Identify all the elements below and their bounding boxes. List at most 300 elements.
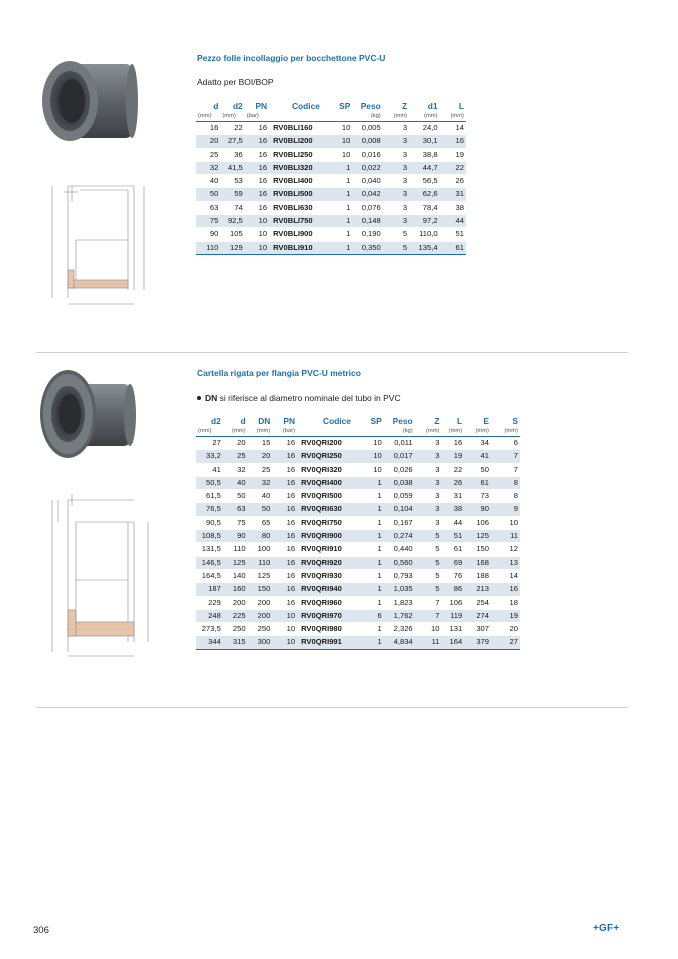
table-cell: 10 <box>272 636 297 649</box>
table-cell: 15 <box>248 437 273 450</box>
table-cell: 307 <box>464 623 491 636</box>
table-cell: 20 <box>248 450 273 463</box>
table-cell: 10 <box>328 135 352 148</box>
table-cell: 25 <box>196 148 220 161</box>
table-row <box>196 241 466 254</box>
col-header: d1 <box>427 101 438 111</box>
product-code: RV0BLI400 <box>269 175 328 188</box>
table-cell: 1 <box>359 503 384 516</box>
table-cell: 300 <box>248 636 273 649</box>
table-cell: 40 <box>196 175 220 188</box>
unit-label: (kg) <box>384 427 415 437</box>
table-cell: 34 <box>464 437 491 450</box>
table-cell: 16 <box>245 201 269 214</box>
table-cell: 0,167 <box>384 516 415 529</box>
col-header: Peso <box>360 101 381 111</box>
section-subtitle: Adatto per BOI/BOP <box>197 77 274 87</box>
table-cell: 5 <box>415 556 442 569</box>
unit-label: (mm) <box>464 427 491 437</box>
table-cell: 0,148 <box>352 215 382 228</box>
table-row <box>196 463 520 476</box>
table-cell: 0,022 <box>352 161 382 174</box>
table-cell: 2,326 <box>384 623 415 636</box>
table-cell: 16 <box>440 135 466 148</box>
table-cell: 10 <box>359 450 384 463</box>
table-cell: 188 <box>464 569 491 582</box>
table-cell: 38 <box>440 201 466 214</box>
table-cell: 16 <box>245 188 269 201</box>
table-cell: 78,4 <box>409 201 439 214</box>
table-cell: 3 <box>383 188 409 201</box>
unit-label: (mm) <box>409 112 439 122</box>
table-cell: 6 <box>491 437 520 450</box>
product-code: RV0QRI250 <box>297 450 359 463</box>
table-cell: 31 <box>441 490 464 503</box>
table-cell: 50 <box>196 188 220 201</box>
table-cell: 11 <box>415 636 442 649</box>
table-cell: 0,190 <box>352 228 382 241</box>
table-cell: 229 <box>196 596 223 609</box>
col-header: E <box>483 416 489 426</box>
table-cell: 12 <box>491 543 520 556</box>
product-code: RV0QRI970 <box>297 609 359 622</box>
col-header: L <box>457 416 463 426</box>
col-header: Z <box>434 416 440 426</box>
table-cell: 250 <box>223 623 248 636</box>
table-cell: 73 <box>464 490 491 503</box>
unit-label <box>359 427 384 437</box>
table-cell: 10 <box>359 437 384 450</box>
table-cell: 44 <box>440 215 466 228</box>
table-cell: 41 <box>196 463 223 476</box>
unit-label: (mm) <box>220 112 244 122</box>
unit-label: (kg) <box>352 112 382 122</box>
product-code: RV0QRI900 <box>297 530 359 543</box>
unit-row <box>196 112 466 122</box>
unit-label: (mm) <box>196 112 220 122</box>
table-cell: 1 <box>328 161 352 174</box>
table-row <box>196 516 520 529</box>
table-cell: 36 <box>220 148 244 161</box>
table-row <box>196 437 520 450</box>
table-cell: 16 <box>272 476 297 489</box>
table-cell: 40 <box>248 490 273 503</box>
table-cell: 16 <box>272 516 297 529</box>
table-cell: 16 <box>272 583 297 596</box>
flange-adaptor-drawing <box>44 492 164 662</box>
table-cell: 1 <box>359 596 384 609</box>
table-cell: 140 <box>223 569 248 582</box>
table-cell: 10 <box>415 623 442 636</box>
table-cell: 3 <box>383 175 409 188</box>
table-cell: 1 <box>359 516 384 529</box>
table-cell: 1 <box>359 543 384 556</box>
table-cell: 131 <box>441 623 464 636</box>
col-header: SP <box>370 416 382 426</box>
product-code: RV0QRI630 <box>297 503 359 516</box>
table-cell: 3 <box>415 490 442 503</box>
unit-label: (bar) <box>245 112 269 122</box>
unit-label: (mm) <box>491 427 520 437</box>
table-cell: 69 <box>441 556 464 569</box>
col-header: PN <box>283 416 296 426</box>
table-cell: 10 <box>491 516 520 529</box>
product-code: RV0BLI160 <box>269 122 328 135</box>
union-bush-photo <box>36 50 138 150</box>
table-cell: 27 <box>491 636 520 649</box>
table-cell: 187 <box>196 583 223 596</box>
table-row <box>196 148 466 161</box>
table-cell: 1 <box>359 583 384 596</box>
table-cell: 110,0 <box>409 228 439 241</box>
table-cell: 1 <box>328 228 352 241</box>
table-cell: 3 <box>383 148 409 161</box>
table-cell: 53 <box>220 175 244 188</box>
product-code: RV0QRI320 <box>297 463 359 476</box>
product-code: RV0QRI960 <box>297 596 359 609</box>
table-cell: 0,005 <box>352 122 382 135</box>
table-cell: 0,350 <box>352 241 382 254</box>
table-cell: 80 <box>248 530 273 543</box>
table-cell: 33,2 <box>196 450 223 463</box>
table-cell: 3 <box>383 135 409 148</box>
table-cell: 59 <box>220 188 244 201</box>
table-cell: 1 <box>328 241 352 254</box>
product-code: RV0BLI320 <box>269 161 328 174</box>
table-cell: 7 <box>415 596 442 609</box>
unit-label: (mm) <box>383 112 409 122</box>
table-cell: 3 <box>383 201 409 214</box>
table-cell: 92,5 <box>220 215 244 228</box>
product-code: RV0QRI500 <box>297 490 359 503</box>
table-cell: 0,560 <box>384 556 415 569</box>
column-headers <box>196 416 520 427</box>
table-cell: 0,011 <box>384 437 415 450</box>
section-title: Cartella rigata per flangia PVC-U metrico <box>197 368 361 378</box>
table-cell: 26 <box>441 476 464 489</box>
table-cell: 4,834 <box>384 636 415 649</box>
table-cell: 0,793 <box>384 569 415 582</box>
table-cell: 8 <box>491 476 520 489</box>
table-cell: 105 <box>220 228 244 241</box>
unit-row <box>196 427 520 437</box>
product-code: RV0BLI750 <box>269 215 328 228</box>
table-cell: 248 <box>196 609 223 622</box>
table-row <box>196 188 466 201</box>
table-cell: 110 <box>248 556 273 569</box>
table-cell: 150 <box>464 543 491 556</box>
table-cell: 1 <box>328 175 352 188</box>
table-cell: 3 <box>415 437 442 450</box>
product-code: RV0BLI910 <box>269 241 328 254</box>
table-cell: 16 <box>272 437 297 450</box>
table-cell: 44 <box>441 516 464 529</box>
table-cell: 16 <box>272 596 297 609</box>
table-cell: 1 <box>359 623 384 636</box>
table-cell: 5 <box>383 228 409 241</box>
table-cell: 1 <box>359 556 384 569</box>
table-cell: 16 <box>245 148 269 161</box>
table-cell: 8 <box>491 490 520 503</box>
table-cell: 274 <box>464 609 491 622</box>
table-row <box>196 161 466 174</box>
col-header: S <box>512 416 518 426</box>
table-cell: 65 <box>248 516 273 529</box>
product-code: RV0BLI900 <box>269 228 328 241</box>
table-cell: 76 <box>441 569 464 582</box>
unit-label <box>297 427 359 437</box>
table-cell: 0,042 <box>352 188 382 201</box>
table-cell: 63 <box>196 201 220 214</box>
unit-label <box>328 112 352 122</box>
table-cell: 90 <box>223 530 248 543</box>
table-cell: 146,5 <box>196 556 223 569</box>
table-row <box>196 135 466 148</box>
table-cell: 32 <box>223 463 248 476</box>
table-cell: 44,7 <box>409 161 439 174</box>
table-cell: 0,274 <box>384 530 415 543</box>
table-cell: 1 <box>359 569 384 582</box>
table-cell: 20 <box>223 437 248 450</box>
table-cell: 40 <box>223 476 248 489</box>
table-cell: 3 <box>383 215 409 228</box>
product-code: RV0QRI750 <box>297 516 359 529</box>
table-cell: 100 <box>248 543 273 556</box>
table-cell: 5 <box>415 543 442 556</box>
table-cell: 50 <box>223 490 248 503</box>
table-cell: 1 <box>328 188 352 201</box>
unit-label <box>269 112 328 122</box>
col-header: d2 <box>232 101 243 111</box>
table-cell: 10 <box>272 623 297 636</box>
table-cell: 10 <box>272 609 297 622</box>
table-row <box>196 583 520 596</box>
table-cell: 50 <box>248 503 273 516</box>
table-cell: 20 <box>196 135 220 148</box>
unit-label: (mm) <box>196 427 223 437</box>
table-cell: 119 <box>441 609 464 622</box>
table-cell: 0,026 <box>384 463 415 476</box>
product-code: RV0QRI920 <box>297 556 359 569</box>
table-cell: 7 <box>415 609 442 622</box>
table-cell: 110 <box>223 543 248 556</box>
section-subtitle <box>197 393 401 403</box>
table-cell: 90 <box>196 228 220 241</box>
table-cell: 26 <box>440 175 466 188</box>
table-cell: 1,823 <box>384 596 415 609</box>
col-header: PN <box>255 101 268 111</box>
product-code: RV0BLI250 <box>269 148 328 161</box>
unit-label: (mm) <box>441 427 464 437</box>
table-cell: 9 <box>491 503 520 516</box>
spec-table <box>196 416 520 650</box>
section-title: Pezzo folle incollaggio per bocchettone PVC-U <box>197 53 386 63</box>
table-row <box>196 122 466 135</box>
product-code: RV0QRI940 <box>297 583 359 596</box>
column-headers <box>196 101 466 112</box>
table-cell: 16 <box>196 122 220 135</box>
table-cell: 16 <box>245 122 269 135</box>
table-cell: 3 <box>415 450 442 463</box>
table-cell: 3 <box>415 463 442 476</box>
table-cell: 200 <box>248 609 273 622</box>
table-row <box>196 476 520 489</box>
table-cell: 1 <box>328 215 352 228</box>
flange-adaptor-photo <box>36 366 136 466</box>
table-cell: 135,4 <box>409 241 439 254</box>
unit-label: (mm) <box>223 427 248 437</box>
table-cell: 110 <box>196 241 220 254</box>
product-code: RV0QRI200 <box>297 437 359 450</box>
product-code: RV0QRI991 <box>297 636 359 649</box>
table-cell: 38,8 <box>409 148 439 161</box>
table-cell: 16 <box>245 135 269 148</box>
table-cell: 106 <box>464 516 491 529</box>
col-header: L <box>458 101 464 111</box>
table-cell: 16 <box>272 543 297 556</box>
table-cell: 225 <box>223 609 248 622</box>
table-cell: 0,017 <box>384 450 415 463</box>
table-cell: 5 <box>415 583 442 596</box>
col-header: SP <box>339 101 351 111</box>
table-cell: 1,035 <box>384 583 415 596</box>
table-cell: 25 <box>223 450 248 463</box>
table-cell: 1 <box>359 636 384 649</box>
table-cell: 273,5 <box>196 623 223 636</box>
table-cell: 160 <box>223 583 248 596</box>
subtitle-bold: DN <box>205 393 218 403</box>
table-cell: 10 <box>245 241 269 254</box>
table-cell: 0,440 <box>384 543 415 556</box>
col-header: d2 <box>211 416 221 426</box>
table-cell: 315 <box>223 636 248 649</box>
table-cell: 3 <box>383 122 409 135</box>
table-cell: 41 <box>464 450 491 463</box>
table-cell: 19 <box>440 148 466 161</box>
product-code: RV0BLI630 <box>269 201 328 214</box>
table-cell: 75 <box>196 215 220 228</box>
table-cell: 164,5 <box>196 569 223 582</box>
col-header: Codice <box>292 101 320 111</box>
table-cell: 5 <box>415 530 442 543</box>
table-cell: 16 <box>272 569 297 582</box>
table-cell: 0,016 <box>352 148 382 161</box>
table-cell: 56,5 <box>409 175 439 188</box>
table-cell: 61 <box>440 241 466 254</box>
table-row <box>196 228 466 241</box>
table-cell: 10 <box>245 228 269 241</box>
table-cell: 129 <box>220 241 244 254</box>
table-cell: 16 <box>441 437 464 450</box>
table-cell: 10 <box>245 215 269 228</box>
product-code: RV0QRI400 <box>297 476 359 489</box>
table-row <box>196 530 520 543</box>
table-row <box>196 490 520 503</box>
unit-label: (mm) <box>415 427 442 437</box>
table-row <box>196 175 466 188</box>
product-code: RV0QRI930 <box>297 569 359 582</box>
table-row <box>196 623 520 636</box>
subtitle-text: si riferisce al diametro nominale del tubo in PVC <box>219 393 401 403</box>
table-row <box>196 201 466 214</box>
table-cell: 7 <box>491 450 520 463</box>
section-flange-adaptor <box>0 352 678 707</box>
table-cell: 10 <box>328 122 352 135</box>
table-row <box>196 596 520 609</box>
table-cell: 1,762 <box>384 609 415 622</box>
table-row <box>196 569 520 582</box>
table-cell: 27,5 <box>220 135 244 148</box>
table-cell: 14 <box>440 122 466 135</box>
table-cell: 16 <box>272 450 297 463</box>
table-cell: 16 <box>272 556 297 569</box>
table-cell: 150 <box>248 583 273 596</box>
table-cell: 5 <box>415 569 442 582</box>
table-cell: 1 <box>359 530 384 543</box>
table-cell: 3 <box>383 161 409 174</box>
table-cell: 0,104 <box>384 503 415 516</box>
table-cell: 22 <box>440 161 466 174</box>
table-cell: 16 <box>245 175 269 188</box>
unit-label: (mm) <box>248 427 273 437</box>
product-code: RV0QRI910 <box>297 543 359 556</box>
table-cell: 5 <box>383 241 409 254</box>
product-code: RV0BLI500 <box>269 188 328 201</box>
table-cell: 1 <box>359 476 384 489</box>
product-code: RV0BLI200 <box>269 135 328 148</box>
table-cell: 22 <box>220 122 244 135</box>
table-cell: 6 <box>359 609 384 622</box>
table-cell: 86 <box>441 583 464 596</box>
table-row <box>196 215 466 228</box>
table-cell: 32 <box>196 161 220 174</box>
table-cell: 74 <box>220 201 244 214</box>
table-cell: 10 <box>328 148 352 161</box>
section-divider <box>36 707 628 708</box>
table-cell: 0,008 <box>352 135 382 148</box>
table-cell: 14 <box>491 569 520 582</box>
unit-label: (mm) <box>440 112 466 122</box>
table-cell: 16 <box>272 530 297 543</box>
spec-table <box>196 101 466 255</box>
table-cell: 16 <box>245 161 269 174</box>
table-cell: 16 <box>491 583 520 596</box>
table-cell: 7 <box>491 463 520 476</box>
table-cell: 61 <box>464 476 491 489</box>
table-row <box>196 450 520 463</box>
table-cell: 16 <box>272 463 297 476</box>
table-cell: 30,1 <box>409 135 439 148</box>
table-cell: 125 <box>464 530 491 543</box>
table-cell: 75 <box>223 516 248 529</box>
section-union-bush <box>0 0 678 352</box>
table-cell: 125 <box>223 556 248 569</box>
table-cell: 16 <box>272 490 297 503</box>
table-cell: 50 <box>464 463 491 476</box>
union-bush-drawing <box>44 180 164 310</box>
table-cell: 254 <box>464 596 491 609</box>
col-header: Codice <box>323 416 351 426</box>
table-cell: 25 <box>248 463 273 476</box>
bullet-icon <box>197 396 201 400</box>
table-cell: 16 <box>272 503 297 516</box>
table-row <box>196 543 520 556</box>
table-cell: 3 <box>415 516 442 529</box>
table-cell: 168 <box>464 556 491 569</box>
table-cell: 61 <box>441 543 464 556</box>
table-cell: 3 <box>415 503 442 516</box>
table-cell: 108,5 <box>196 530 223 543</box>
